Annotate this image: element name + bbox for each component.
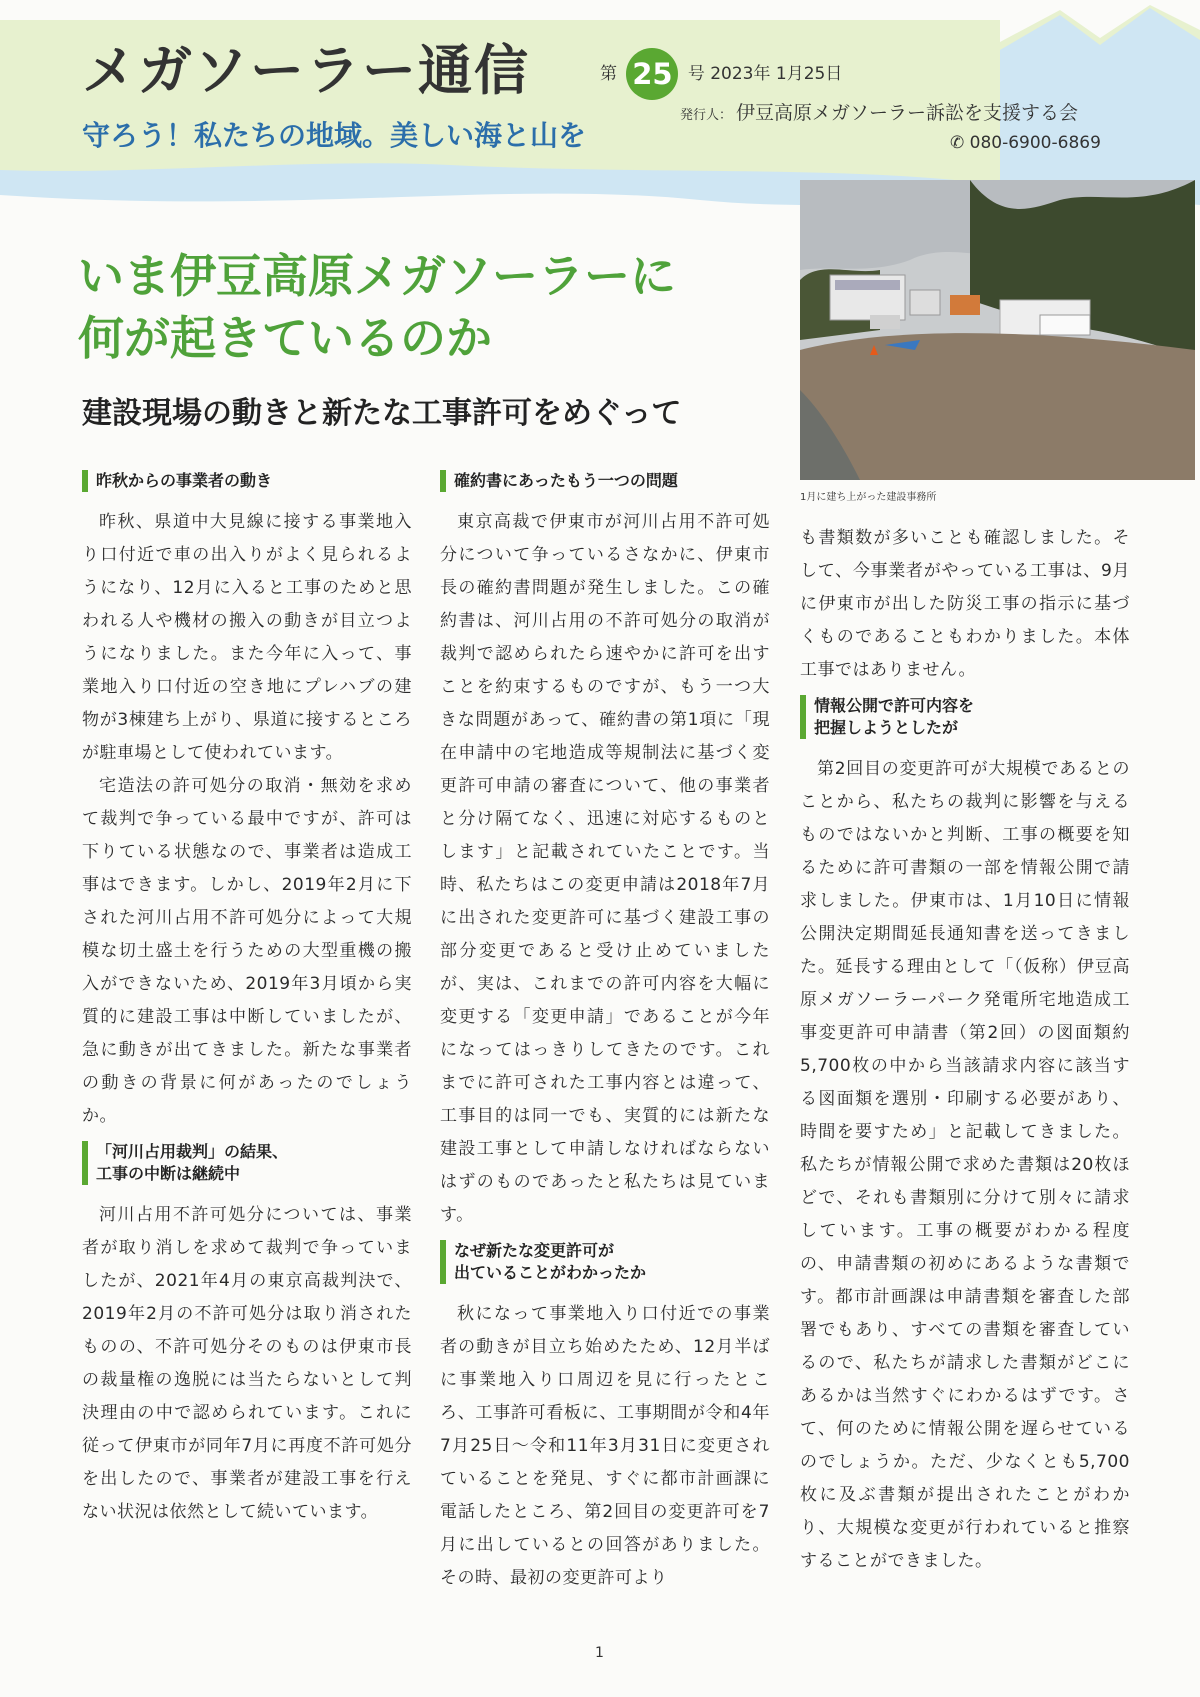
phone [950,133,1101,153]
slogan: 守ろう！私たちの地域。美しい海と山を [82,119,587,152]
newsletter-title: メガソーラー通信 [82,39,530,102]
issue-prefix: 第 [600,64,617,84]
issue-info [600,48,842,100]
paragraph: 宅造法の許可処分の取消・無効を求めて裁判で争っている最中ですが、許可は下りている状態なので、事業者は造成工事はできます。しかし、2019年2月に下された河川占用不許可処分によって大規模な切土盛土を行うための大型重機の搬入ができないため、2019年3月頃から実質的に建設工事は中断していましたが、急に動きが出てきました。新たな事業者の動きの背景に何があったのでしょうか。 [82,776,412,1126]
paragraph: 河川占用不許可処分については、事業者が取り消しを求めて裁判で争っていましたが、2021年4月の東京高裁判決で、2019年2月の不許可処分は取り消されたものの、不許可処分そのものは伊東市長の裁量権の逸脱には当たらないとして判決理由の中で認められています。これに従って伊東市が同年7月に再度不許可処分を出したので、事業者が建設工事を行えない状況は依然として続いています。 [82,1205,412,1522]
subheadline: 建設現場の動きと新たな工事許可をめぐって [82,396,682,431]
issue-date: 2023年 1月25日 [710,64,843,84]
heading-line: 出ていることがわかったか [454,1263,647,1282]
phone-icon: ✆ [950,133,965,153]
headline [78,245,758,369]
photo-caption: 1月に建ち上がった建設事務所 [800,492,937,503]
paragraph: も書類数が多いことも確認しました。そして、今事業者がやっている工事は、9月に伊東市が出した防災工事の指示に基づくものであることもわかりました。本体工事ではありません。 [800,528,1130,680]
heading-line: 工事の中断は継続中 [96,1164,241,1183]
paragraph: 第2回目の変更許可が大規模であるとのことから、私たちの裁判に影響を与えるものではないかと判断、工事の概要を知るために許可書類の一部を情報公開で請求しました。伊東市は、1月10日に情報公開決定期間延長通知書を送ってきました。延長する理由として「（仮称）伊豆高原メガソーラーパーク発電所宅地造成工事変更許可申請書（第2回）の図面類約5,700枚の中から当該請求内容に該当する図面類を選別・印刷する必要があり、時間を要すため」と記載してきました。私たちが情報公開で求めた書類は20枚ほどで、それも書類別に分けて別々に請求しています。工事の概要がわかる程度の、申請書類の初めにあるような書類です。都市計画課は申請書類を審査した部署でもあり、すべての書類を審査しているので、私たちが請求した書類がどこにあるかは当然すぐにわかるはずです。さて、何のために情報公開を遅らせているのでしょうか。ただ、少なくとも5,700枚に及ぶ書類が提出されたことがわかり、大規模な変更が行われていると推察することができました。 [800,759,1130,1571]
paragraph: 昨秋、県道中大見線に接する事業地入り口付近で車の出入りがよく見られるようになり、12月に入ると工事のためと思われる人や機材の搬入の動きが目立つようになりました。また今年に入って、事業地入り口付近の空き地にプレハブの建物が3棟建ち上がり、県道に接するところが駐車場として使われています。 [82,512,412,763]
paragraph: 東京高裁で伊東市が河川占用不許可処分について争っているさなかに、伊東市長の確約書問題が発生しました。この確約書は、河川占用の不許可処分の取消が裁判で認められたら速やかに許可を出すことを約束するものですが、もう一つ大きな問題があって、確約書の第1項に「現在申請中の宅地造成等規制法に基づく変更許可申請の審査について、他の事業者と分け隔てなく、迅速に対応するものとします」と記載されていたことです。当時、私たちはこの変更申請は2018年7月に出された変更許可に基づく建設工事の部分変更であると受け止めていましたが、実は、これまでの許可内容を大幅に変更する「変更申請」であることが今年になってはっきりしてきたのです。これまでに許可された工事内容とは違って、工事目的は同一でも、実質的には新たな建設工事として申請しなければならないはずのものであったと私たちは見ています。 [440,512,770,1225]
publisher-label: 発行人： [680,108,733,123]
section-heading-river-trial [82,1141,412,1185]
section-heading-business-moves: 昨秋からの事業者の動き [82,470,412,492]
publisher-name: 伊豆高原メガソーラー訴訟を支援する会 [736,102,1079,124]
column-1 [82,470,412,1529]
column-2 [440,470,770,1595]
issue-number-badge: 25 [626,48,678,100]
column-3 [800,522,1130,1578]
construction-office-photo [800,180,1195,480]
issue-suffix: 号 [687,64,705,84]
section-heading-pledge-problem: 確約書にあったもう一つの問題 [440,470,770,492]
publisher [680,98,1078,125]
heading-line: 把握しようとしたが [814,718,959,737]
paragraph: 秋になって事業地入り口付近での事業者の動きが目立ち始めたため、12月半ばに事業地入り口周辺を見に行ったところ、工事許可看板に、工事期間が令和4年7月25日～令和11年3月31日に変更されていることを発見、すぐに都市計画課に電話したところ、第2回目の変更許可を7月に出しているとの回答がありました。その時、最初の変更許可より [440,1304,770,1588]
heading-line: 情報公開で許可内容を [814,696,975,715]
heading-line: 「河川占用裁判」の結果、 [96,1142,289,1161]
section-heading-info-disclosure [800,695,1130,739]
heading-line: なぜ新たな変更許可が [454,1241,615,1260]
headline-line-1: いま伊豆高原メガソーラーに [78,249,676,303]
page-number: 1 [595,1645,604,1661]
headline-line-2: 何が起きているのか [78,311,492,365]
phone-number: 080-6900-6869 [969,133,1101,153]
section-heading-new-permit [440,1240,770,1284]
